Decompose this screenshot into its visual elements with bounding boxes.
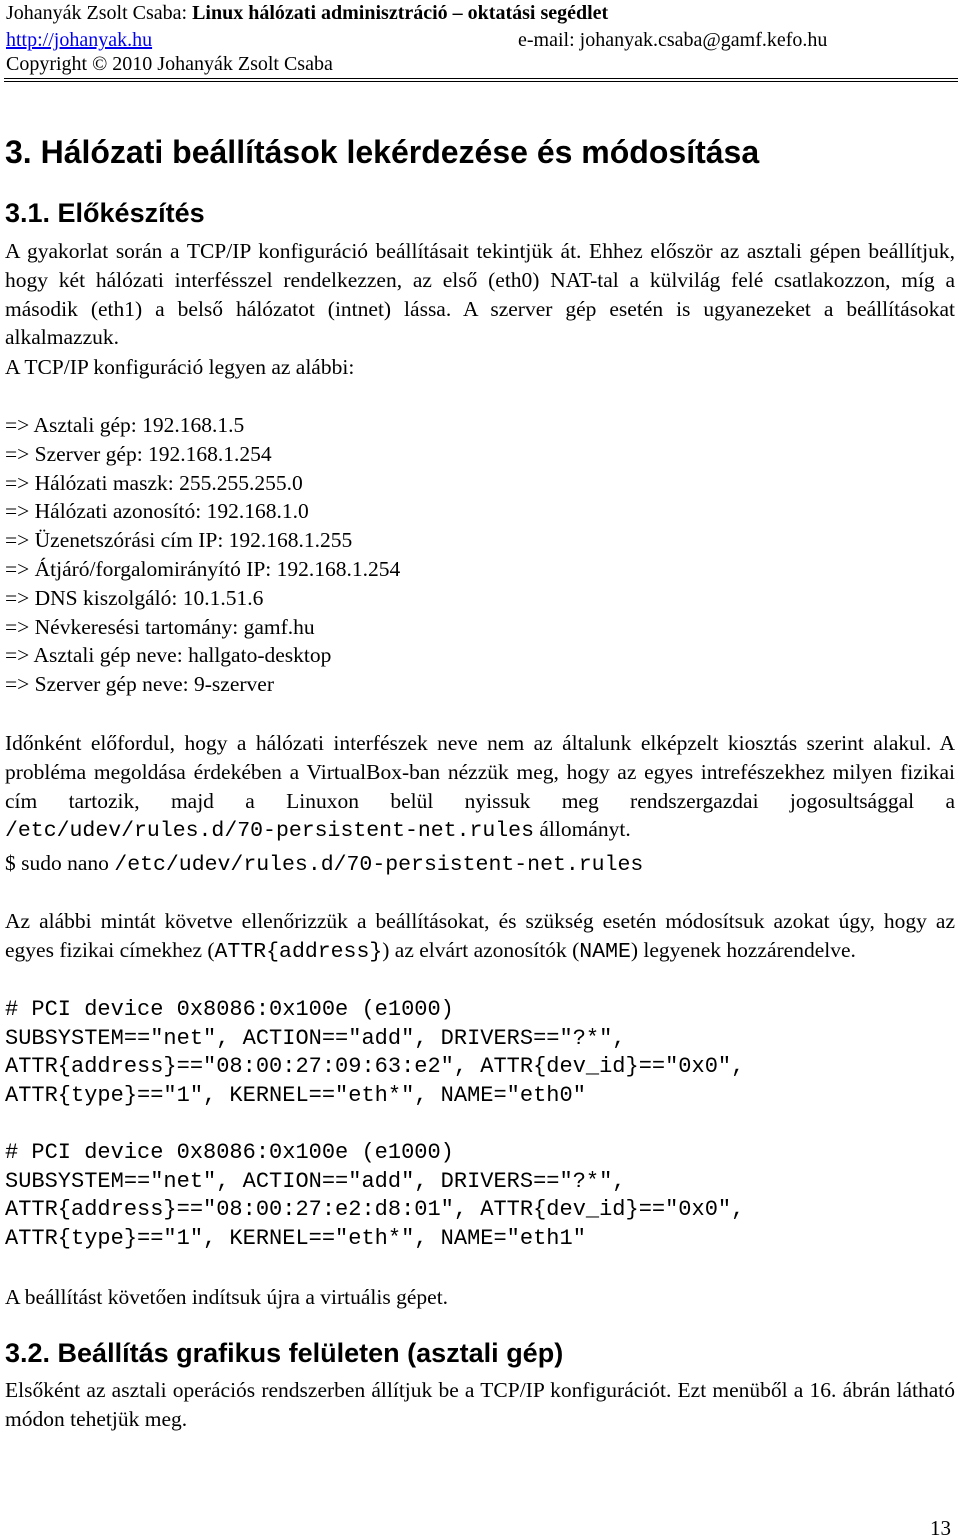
config-item: => Asztali gép: 192.168.1.5 <box>5 413 245 437</box>
paragraph-text: ) az elvárt azonosítók ( <box>382 937 580 962</box>
code-line: # PCI device 0x8086:0x100e (e1000) <box>5 997 454 1022</box>
code-line: ATTR{address}=="08:00:27:e2:d8:01", ATTR{dev_id}=="0x0", <box>5 1197 745 1223</box>
header-title: Linux hálózati adminisztráció – oktatási segédlet <box>192 2 609 24</box>
code-line: ATTR{address}=="08:00:27:09:63:e2", ATTR{dev_id}=="0x0", <box>5 1054 745 1080</box>
header-email: e-mail: johanyak.csaba@gamf.kefo.hu <box>518 29 828 51</box>
paragraph-text: ) legyenek hozzárendelve. <box>630 937 856 962</box>
attr-address-code: ATTR{address} <box>214 939 383 964</box>
intro-paragraph: A gyakorlat során a TCP/IP konfiguráció beállításait tekintjük át. Ehhez először az asztali gépen beállítjuk, hogy két hálózati interfésszel rendelkezzen, az első (eth0) NAT-tal a külvilág felé csatlakozzon, míg a második (eth1) a belső hálózatot (intnet) lássa. A szerver gép esetén is ugyanezeket a beállításokat alkalmazzuk. <box>5 239 955 350</box>
config-item: => Hálózati azonosító: 192.168.1.0 <box>5 499 309 524</box>
code-line: # PCI device 0x8086:0x100e (e1000) <box>5 1140 454 1165</box>
subsection-heading-preparation: 3.1. Előkészítés <box>5 198 205 228</box>
page-number: 13 <box>930 1516 951 1540</box>
interface-naming-paragraph <box>5 729 955 846</box>
config-intro: A TCP/IP konfiguráció legyen az alábbi: <box>5 355 355 379</box>
subsection-heading-gui-setup: 3.2. Beállítás grafikus felületen (asztali gép) <box>5 1338 564 1368</box>
header-contact-line <box>6 28 828 52</box>
udev-rule-eth0 <box>5 996 744 1110</box>
code-line: ATTR{type}=="1", KERNEL=="eth*", NAME="eth0" <box>5 1082 586 1108</box>
config-item: => Asztali gép neve: hallgato-desktop <box>5 643 332 668</box>
header-rule-bottom <box>4 81 958 82</box>
code-line: SUBSYSTEM=="net", ACTION=="add", DRIVERS=="?*", <box>5 1025 626 1051</box>
header-title-line <box>6 1 608 25</box>
header-author: Johanyák Zsolt Csaba: <box>6 2 193 24</box>
code-line: ATTR{type}=="1", KERNEL=="eth*", NAME="eth1" <box>5 1225 586 1251</box>
config-item: => DNS kiszolgáló: 10.1.51.6 <box>5 585 264 610</box>
website-link[interactable]: http://johanyak.hu <box>6 29 153 51</box>
name-code: NAME <box>579 939 631 964</box>
restart-note: A beállítást követően indítsuk újra a virtuális gépet. <box>5 1285 449 1309</box>
config-item: => Szerver gép neve: 9-szerver <box>5 672 274 697</box>
config-item: => Szerver gép: 192.168.1.254 <box>5 441 272 466</box>
config-list <box>5 411 955 699</box>
paragraph-text: Az alábbi mintát követve ellenőrizzük a beállításokat, és szükség esetén módosítsuk azokat úgy, hogy az egyes fizikai címekhez ( <box>5 909 955 962</box>
section-heading: 3. Hálózati beállítások lekérdezése és módosítása <box>5 134 760 170</box>
udev-rule-eth1 <box>5 1139 744 1253</box>
paragraph-end: állományt. <box>539 817 631 842</box>
config-item: => Hálózati maszk: 255.255.255.0 <box>5 470 303 495</box>
config-item: => Átjáró/forgalomirányító IP: 192.168.1.254 <box>5 556 401 581</box>
code-line: SUBSYSTEM=="net", ACTION=="add", DRIVERS=="?*", <box>5 1168 626 1194</box>
gui-setup-paragraph: Elsőként az asztali operációs rendszerben állítjuk be a TCP/IP konfigurációt. Ezt menüből a 16. ábrán látható módon tehetjük meg. <box>5 1378 955 1431</box>
config-item: => Névkeresési tartomány: gamf.hu <box>5 614 315 639</box>
config-item: => Üzenetszórási cím IP: 192.168.1.255 <box>5 528 353 553</box>
command-path: /etc/udev/rules.d/70-persistent-net.rules <box>114 853 644 877</box>
command-prefix: $ sudo nano <box>5 851 109 875</box>
rules-file-path: /etc/udev/rules.d/70-persistent-net.rules <box>5 819 534 844</box>
command-line <box>5 849 955 880</box>
header-rule-top <box>4 78 958 79</box>
paragraph-text: Időnként előfordul, hogy a hálózati interfészek neve nem az általunk elképzelt kiosztás szerint alakul. A probléma megoldása érdekében a VirtualBox-ban nézzük meg, hogy az egyes intrefészekhez milyen fizikai cím tartozik, majd a Linuxon belül nyissuk meg rendszergazdai jogosultsággal a <box>5 731 955 813</box>
check-settings-paragraph <box>5 907 955 967</box>
header-copyright: Copyright © 2010 Johanyák Zsolt Csaba <box>6 53 333 75</box>
